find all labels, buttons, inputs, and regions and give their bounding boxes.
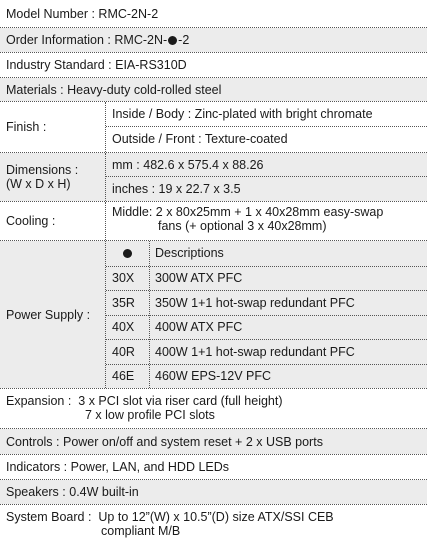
finish-outside: Outside / Front : Texture-coated [112,132,288,146]
bullet-icon [168,36,177,45]
column-divider [105,153,106,201]
ps-code: 35R [112,295,135,310]
speakers-label: Speakers : [6,485,66,499]
ps-description: 350W 1+1 hot-swap redundant PFC [155,295,355,310]
finish-inside: Inside / Body : Zinc-plated with bright chromate [112,107,373,121]
row-materials [0,78,427,101]
row-speakers [0,480,427,504]
dimensions-inches: inches : 19 x 22.7 x 3.5 [112,182,241,196]
row-indicators [0,455,427,479]
materials-value: Heavy-duty cold-rolled steel [67,82,222,97]
order-information-suffix: -2 [178,33,190,47]
ps-description: 460W EPS-12V PFC [155,369,272,384]
industry-standard-label: Industry Standard : [6,58,112,72]
ps-code: 46E [112,369,135,384]
system-board-line-1: Up to 12”(W) x 10.5”(D) size ATX/SSI CEB [98,510,334,524]
indicators-label: Indicators : [6,460,68,474]
row-model-number [0,0,427,27]
order-information-label: Order Information : [6,33,111,47]
ps-code: 30X [112,271,135,286]
industry-standard-value: EIA-RS310D [115,58,187,72]
row-system-board [0,505,427,546]
dimensions-sublabel: (W x D x H) [6,177,71,191]
dimensions-label: Dimensions : [6,163,79,177]
model-number-value: RMC-2N-2 [98,6,159,21]
column-divider [105,102,106,152]
speakers-value: 0.4W built-in [69,485,139,499]
ps-bullet-header [122,241,133,266]
ps-description: 400W ATX PFC [155,320,243,335]
expansion-label: Expansion : [6,394,72,408]
order-information-prefix: RMC-2N- [114,33,168,47]
model-number-label: Model Number : [6,6,95,21]
power-supply-label: Power Supply : [6,307,91,322]
ps-header-descriptions: Descriptions [155,246,224,261]
row-expansion [0,389,427,428]
bullet-icon [123,249,132,258]
materials-label: Materials : [6,82,64,97]
column-divider [105,202,106,240]
finish-label: Finish : [6,120,47,134]
cooling-label: Cooling : [6,214,56,228]
dimensions-mm: mm : 482.6 x 575.4 x 88.26 [112,157,264,172]
system-board-line-2: compliant M/B [101,524,181,538]
cooling-value [112,205,383,233]
cooling-line-1: Middle: 2 x 80x25mm + 1 x 40x28mm easy-swap [112,205,384,219]
ps-code: 40X [112,320,135,335]
row-order-information [0,28,427,52]
cooling-line-2: fans (+ optional 3 x 40x28mm) [158,219,327,233]
controls-value: Power on/off and system reset + 2 x USB ports [62,434,323,449]
indicators-value: Power, LAN, and HDD LEDs [70,460,230,474]
row-industry-standard [0,53,427,77]
controls-label: Controls : [6,434,60,449]
ps-code: 40R [112,344,135,359]
system-board-label: System Board : [6,510,92,524]
expansion-line-1: 3 x PCI slot via riser card (full height) [78,394,283,408]
row-controls [0,429,427,454]
expansion-line-2: 7 x low profile PCI slots [85,408,215,422]
ps-description: 300W ATX PFC [155,271,243,286]
ps-description: 400W 1+1 hot-swap redundant PFC [155,344,355,359]
